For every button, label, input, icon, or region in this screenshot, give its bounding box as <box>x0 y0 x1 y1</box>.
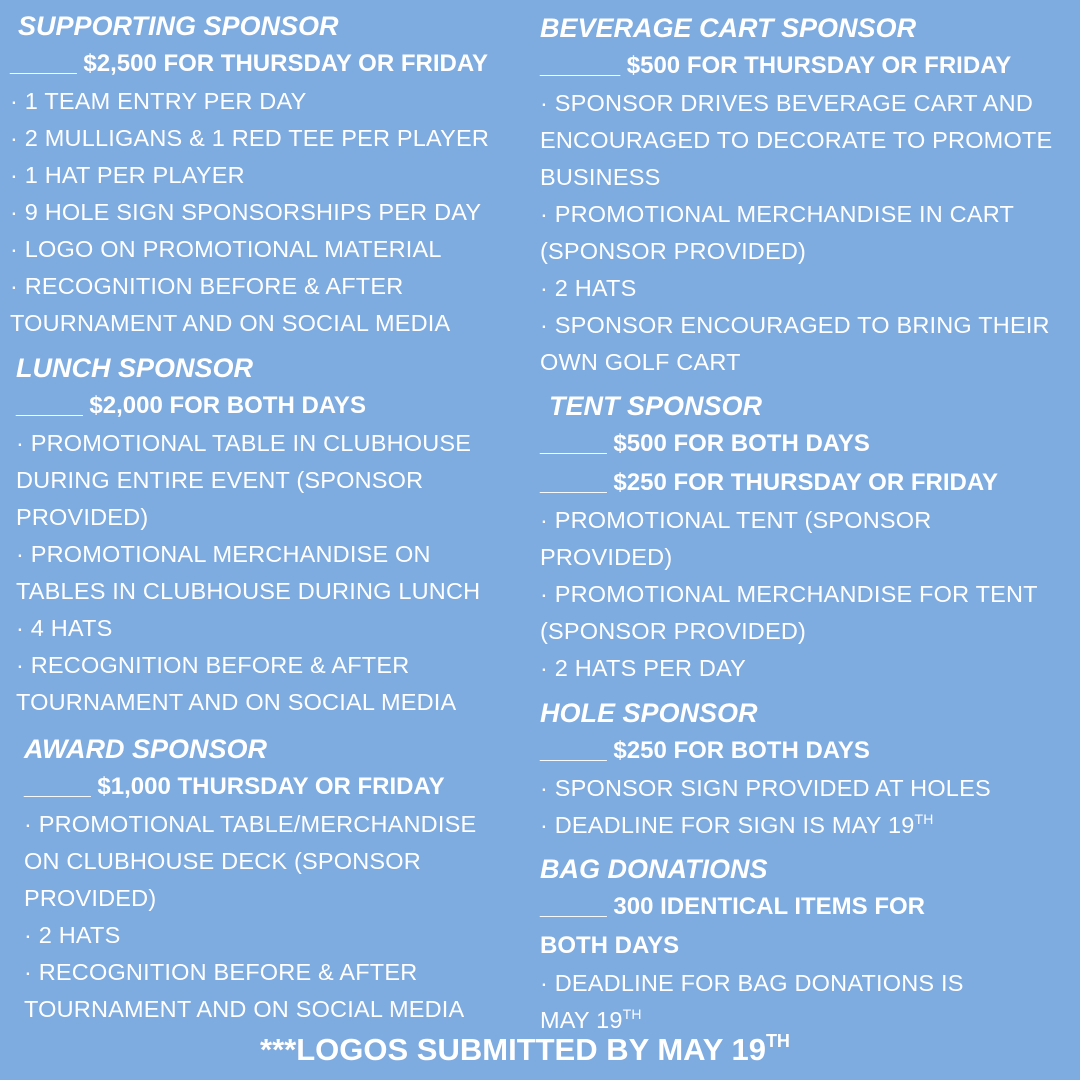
bag-donations-section <box>540 851 1070 1039</box>
ordinal-suffix: TH <box>765 1031 790 1051</box>
bullet-item: · PROMOTIONAL MERCHANDISE FOR TENT (SPONSOR PROVIDED) <box>540 581 1038 644</box>
section-title: AWARD SPONSOR <box>24 734 268 764</box>
section-title: BEVERAGE CART SPONSOR <box>540 13 917 43</box>
price-option: _____ $500 FOR BOTH DAYS <box>540 430 870 457</box>
bullet-item: · 4 HATS <box>16 615 113 641</box>
bullet-item: · RECOGNITION BEFORE & AFTER TOURNAMENT AND ON SOCIAL MEDIA <box>16 652 457 715</box>
tent-sponsor-section <box>540 388 1070 687</box>
bullet-text: · DEADLINE FOR BAG DONATIONS IS MAY 19 <box>540 970 964 1033</box>
bullet-item: · LOGO ON PROMOTIONAL MATERIAL <box>10 236 442 262</box>
supporting-sponsor-section <box>10 8 530 342</box>
bullet-item: · RECOGNITION BEFORE & AFTER TOURNAMENT AND ON SOCIAL MEDIA <box>24 959 465 1022</box>
price-option: _____ $1,000 THURSDAY OR FRIDAY <box>24 773 445 800</box>
bullet-item: · 2 MULLIGANS & 1 RED TEE PER PLAYER <box>10 125 490 151</box>
section-title: SUPPORTING SPONSOR <box>18 11 339 41</box>
ordinal-suffix: TH <box>622 1006 642 1022</box>
bullet-item: · PROMOTIONAL TABLE IN CLUBHOUSE DURING ENTIRE EVENT (SPONSOR PROVIDED) <box>16 430 472 530</box>
bullet-item: · SPONSOR SIGN PROVIDED AT HOLES <box>540 775 991 801</box>
bullet-item: · RECOGNITION BEFORE & AFTER TOURNAMENT AND ON SOCIAL MEDIA <box>10 273 451 336</box>
award-sponsor-section <box>24 731 530 1028</box>
bullet-item: · PROMOTIONAL MERCHANDISE IN CART (SPONSOR PROVIDED) <box>540 201 1014 264</box>
bullet-item <box>540 965 1010 1039</box>
bullet-item: · PROMOTIONAL TENT (SPONSOR PROVIDED) <box>540 507 932 570</box>
logos-deadline-footer <box>0 1030 1050 1070</box>
bullet-item: · 2 HATS PER DAY <box>540 655 747 681</box>
lunch-sponsor-section <box>16 350 530 721</box>
footer-text: ***LOGOS SUBMITTED BY MAY 19 <box>260 1032 766 1067</box>
section-title: TENT SPONSOR <box>549 391 763 421</box>
price-option: _____ $250 FOR THURSDAY OR FRIDAY <box>540 469 998 496</box>
ordinal-suffix: TH <box>914 811 934 827</box>
bullet-item: · SPONSOR DRIVES BEVERAGE CART AND ENCOURAGED TO DECORATE TO PROMOTE BUSINESS <box>540 90 1053 190</box>
section-title: BAG DONATIONS <box>540 854 768 884</box>
bullet-text: · DEADLINE FOR SIGN IS MAY 19 <box>540 812 915 838</box>
beverage-cart-sponsor-section <box>540 10 1070 381</box>
hole-sponsor-section <box>540 695 1070 844</box>
bullet-item: · PROMOTIONAL TABLE/MERCHANDISE ON CLUBHOUSE DECK (SPONSOR PROVIDED) <box>24 811 477 911</box>
bullet-item: · 1 HAT PER PLAYER <box>10 162 245 188</box>
bullet-item: · SPONSOR ENCOURAGED TO BRING THEIR OWN GOLF CART <box>540 312 1050 375</box>
section-title: HOLE SPONSOR <box>540 698 758 728</box>
bullet-item: · PROMOTIONAL MERCHANDISE ON TABLES IN CLUBHOUSE DURING LUNCH <box>16 541 481 604</box>
bullet-item: · 1 TEAM ENTRY PER DAY <box>10 88 307 114</box>
bullet-item: · 2 HATS <box>24 922 121 948</box>
bullet-item <box>540 807 1070 844</box>
section-title: LUNCH SPONSOR <box>16 353 254 383</box>
price-option: _____ $2,000 FOR BOTH DAYS <box>16 392 366 419</box>
price-option: _____ $2,500 FOR THURSDAY OR FRIDAY <box>10 50 488 77</box>
price-option: _____ 300 IDENTICAL ITEMS FOR BOTH DAYS <box>540 893 926 959</box>
bullet-item: · 9 HOLE SIGN SPONSORSHIPS PER DAY <box>10 199 482 225</box>
bullet-item: · 2 HATS <box>540 275 637 301</box>
price-option: ______ $500 FOR THURSDAY OR FRIDAY <box>540 52 1012 79</box>
price-option: _____ $250 FOR BOTH DAYS <box>540 737 870 764</box>
